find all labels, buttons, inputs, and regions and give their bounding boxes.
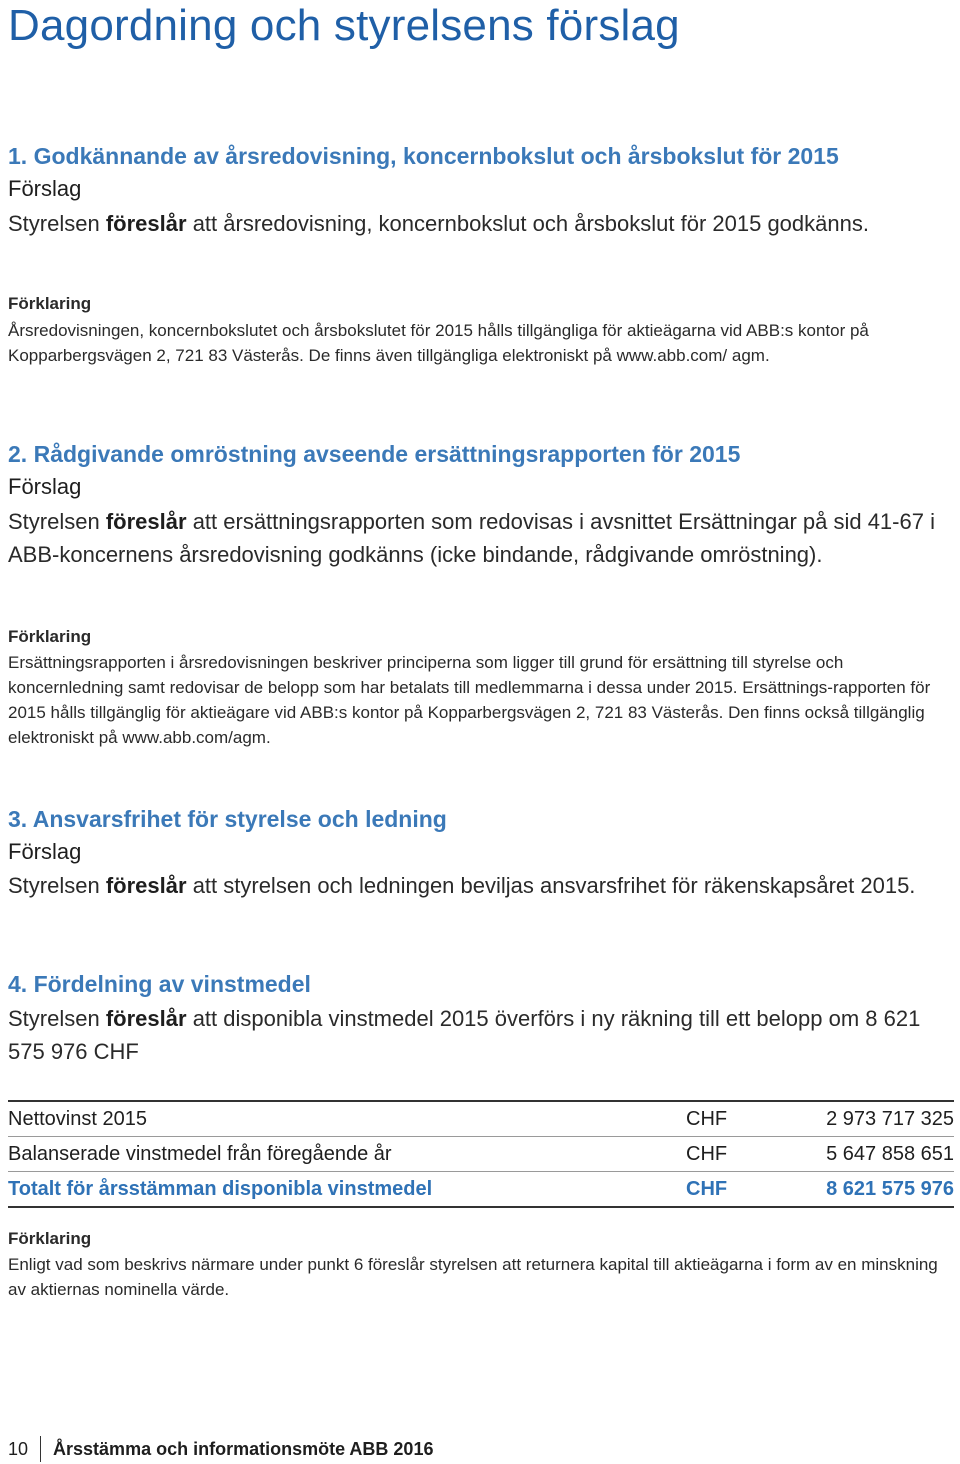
section-3-heading — [8, 803, 952, 835]
proposal-subject: Styrelsen — [8, 1006, 100, 1031]
row-amount: 2 973 717 325 — [826, 1107, 954, 1130]
section-3-title: Ansvarsfrihet för styrelse och ledning — [32, 806, 447, 832]
table-row — [8, 1101, 954, 1137]
section-2-proposal — [8, 505, 952, 571]
section-3-proposal — [8, 869, 952, 902]
section-1-forklaring-label: Förklaring — [8, 294, 92, 313]
row-label: Nettovinst 2015 — [8, 1107, 147, 1130]
section-2-title: Rådgivande omröstning avseende ersättningsrapporten för 2015 — [33, 441, 741, 467]
section-2-heading — [8, 438, 952, 470]
section-4-title: Fördelning av vinstmedel — [33, 971, 311, 997]
section-1-title: Godkännande av årsredovisning, koncernbokslut och årsbokslut för 2015 — [33, 143, 839, 169]
proposal-text: att ersättningsrapporten som redovisas i avsnittet Ersättningar på sid 41-67 i ABB-koncernens årsredovisning godkänns (icke bindande, rådgivande omröstning). — [8, 509, 935, 567]
page-footer — [8, 1436, 433, 1462]
proposal-verb: föreslår — [105, 509, 187, 534]
row-currency: CHF — [686, 1142, 728, 1165]
section-1-explanation: Årsredovisningen, koncernbokslutet och årsbokslutet för 2015 hålls tillgängliga för aktieägarna vid ABB:s kontor på Kopparbergsvägen 2, 721 83 Västerås. De finns även tillgängliga elektroniskt på www.abb.com/ agm. — [8, 321, 869, 365]
proposal-verb: föreslår — [105, 1006, 187, 1031]
section-2-forklaring-label: Förklaring — [8, 627, 92, 646]
proposal-text: att årsredovisning, koncernbokslut och årsbokslut för 2015 godkänns. — [192, 211, 869, 236]
proposal-verb: föreslår — [105, 873, 187, 898]
proposal-subject: Styrelsen — [8, 211, 100, 236]
row-label: Balanserade vinstmedel från föregående år — [8, 1142, 392, 1165]
proposal-subject: Styrelsen — [8, 509, 100, 534]
section-3-number: 3. — [8, 806, 28, 832]
section-1-number: 1. — [8, 143, 28, 169]
row-currency: CHF — [686, 1107, 728, 1130]
section-3-forslag-label: Förslag — [8, 839, 82, 864]
proposal-text: att disponibla vinstmedel 2015 överförs i ny räkning till ett belopp om 8 621 575 976 CHF — [8, 1006, 921, 1064]
table-total-row — [8, 1172, 954, 1208]
section-2-explanation: Ersättningsrapporten i årsredovisningen beskriver principerna som ligger till grund för ersättning till styrelse och koncernledning samt redovisar de belopp som har betalats till medlemmarna i dessa under 2015. Ersättnings-rapporten för 2015 hålls tillgänglig för aktieägare vid ABB:s kontor på Kopparbergsvägen 2, 721 83 Västerås. Den finns också tillgänglig elektroniskt på www.abb.com/agm. — [8, 653, 931, 747]
row-amount: 5 647 858 651 — [826, 1142, 954, 1165]
section-2-number: 2. — [8, 441, 28, 467]
section-1-proposal — [8, 207, 952, 240]
table-row — [8, 1137, 954, 1172]
proposal-subject: Styrelsen — [8, 873, 100, 898]
section-4-explanation: Enligt vad som beskrivs närmare under punkt 6 föreslår styrelsen att returnera kapital till aktieägarna i form av en minskning av aktiernas nominella värde. — [8, 1255, 938, 1299]
proposal-text: att styrelsen och ledningen beviljas ansvarsfrihet för räkenskapsåret 2015. — [192, 873, 916, 898]
profit-allocation-table — [8, 1100, 954, 1208]
section-2-forslag-label: Förslag — [8, 474, 82, 499]
section-4-proposal — [8, 1002, 952, 1068]
section-1-heading — [8, 140, 952, 172]
row-label: Totalt för årsstämman disponibla vinstmedel — [8, 1177, 433, 1200]
page-title: Dagordning och styrelsens förslag — [8, 1, 680, 50]
row-amount: 8 621 575 976 — [826, 1177, 954, 1200]
page-number: 10 — [8, 1436, 41, 1462]
section-4-number: 4. — [8, 971, 28, 997]
row-currency: CHF — [686, 1177, 728, 1200]
section-1-forslag-label: Förslag — [8, 176, 82, 201]
proposal-verb: föreslår — [105, 211, 187, 236]
section-4-heading — [8, 968, 952, 1000]
footer-title: Årsstämma och informationsmöte ABB 2016 — [53, 1439, 434, 1459]
section-4-forklaring-label: Förklaring — [8, 1229, 92, 1248]
